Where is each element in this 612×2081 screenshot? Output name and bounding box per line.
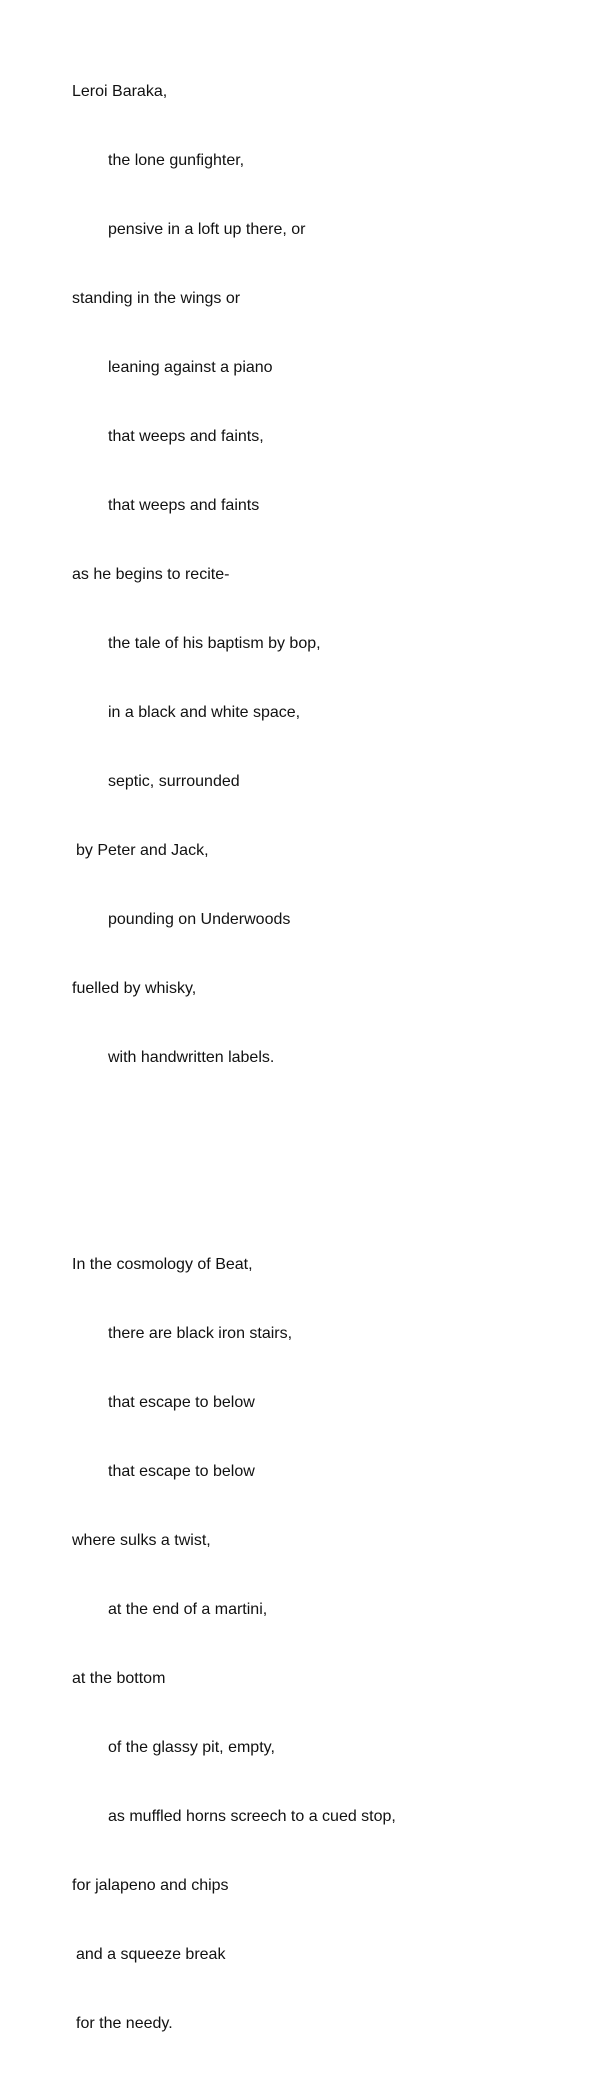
poem-line: in a black and white space, bbox=[108, 704, 301, 721]
poem-line: there are black iron stairs, bbox=[108, 1325, 293, 1342]
poem-line: at the bottom bbox=[72, 1670, 166, 1687]
poem-line: leaning against a piano bbox=[108, 359, 273, 376]
poem-line: the tale of his baptism by bop, bbox=[108, 635, 321, 652]
poem-line: that escape to below bbox=[108, 1394, 255, 1411]
poem-line: of the glassy pit, empty, bbox=[108, 1739, 275, 1756]
poem-line: as he begins to recite- bbox=[72, 566, 230, 583]
poem-line: for jalapeno and chips bbox=[72, 1877, 229, 1894]
poem-line: pounding on Underwoods bbox=[108, 911, 291, 928]
poem-line: In the cosmology of Beat, bbox=[72, 1256, 253, 1273]
poem-line: fuelled by whisky, bbox=[72, 980, 197, 997]
poem-line: that escape to below bbox=[108, 1463, 255, 1480]
poem-line: that weeps and faints bbox=[108, 497, 260, 514]
poem-line: Leroi Baraka, bbox=[72, 83, 168, 100]
poem-line: the lone gunfighter, bbox=[108, 152, 245, 169]
poem-line: that weeps and faints, bbox=[108, 428, 264, 445]
poem-line: and a squeeze break bbox=[76, 1946, 226, 1963]
poem-line: for the needy. bbox=[76, 2015, 173, 2032]
poem-line: by Peter and Jack, bbox=[76, 842, 209, 859]
poem-line: at the end of a martini, bbox=[108, 1601, 268, 1618]
poem-text bbox=[72, 11, 396, 2081]
poem-line: pensive in a loft up there, or bbox=[108, 221, 306, 238]
poem-line: with handwritten labels. bbox=[108, 1049, 275, 1066]
stanza-break bbox=[72, 1138, 396, 1161]
poem-line: where sulks a twist, bbox=[72, 1532, 211, 1549]
poem-line: as muffled horns screech to a cued stop, bbox=[108, 1808, 396, 1825]
poem-line: septic, surrounded bbox=[108, 773, 240, 790]
poem-line: standing in the wings or bbox=[72, 290, 241, 307]
